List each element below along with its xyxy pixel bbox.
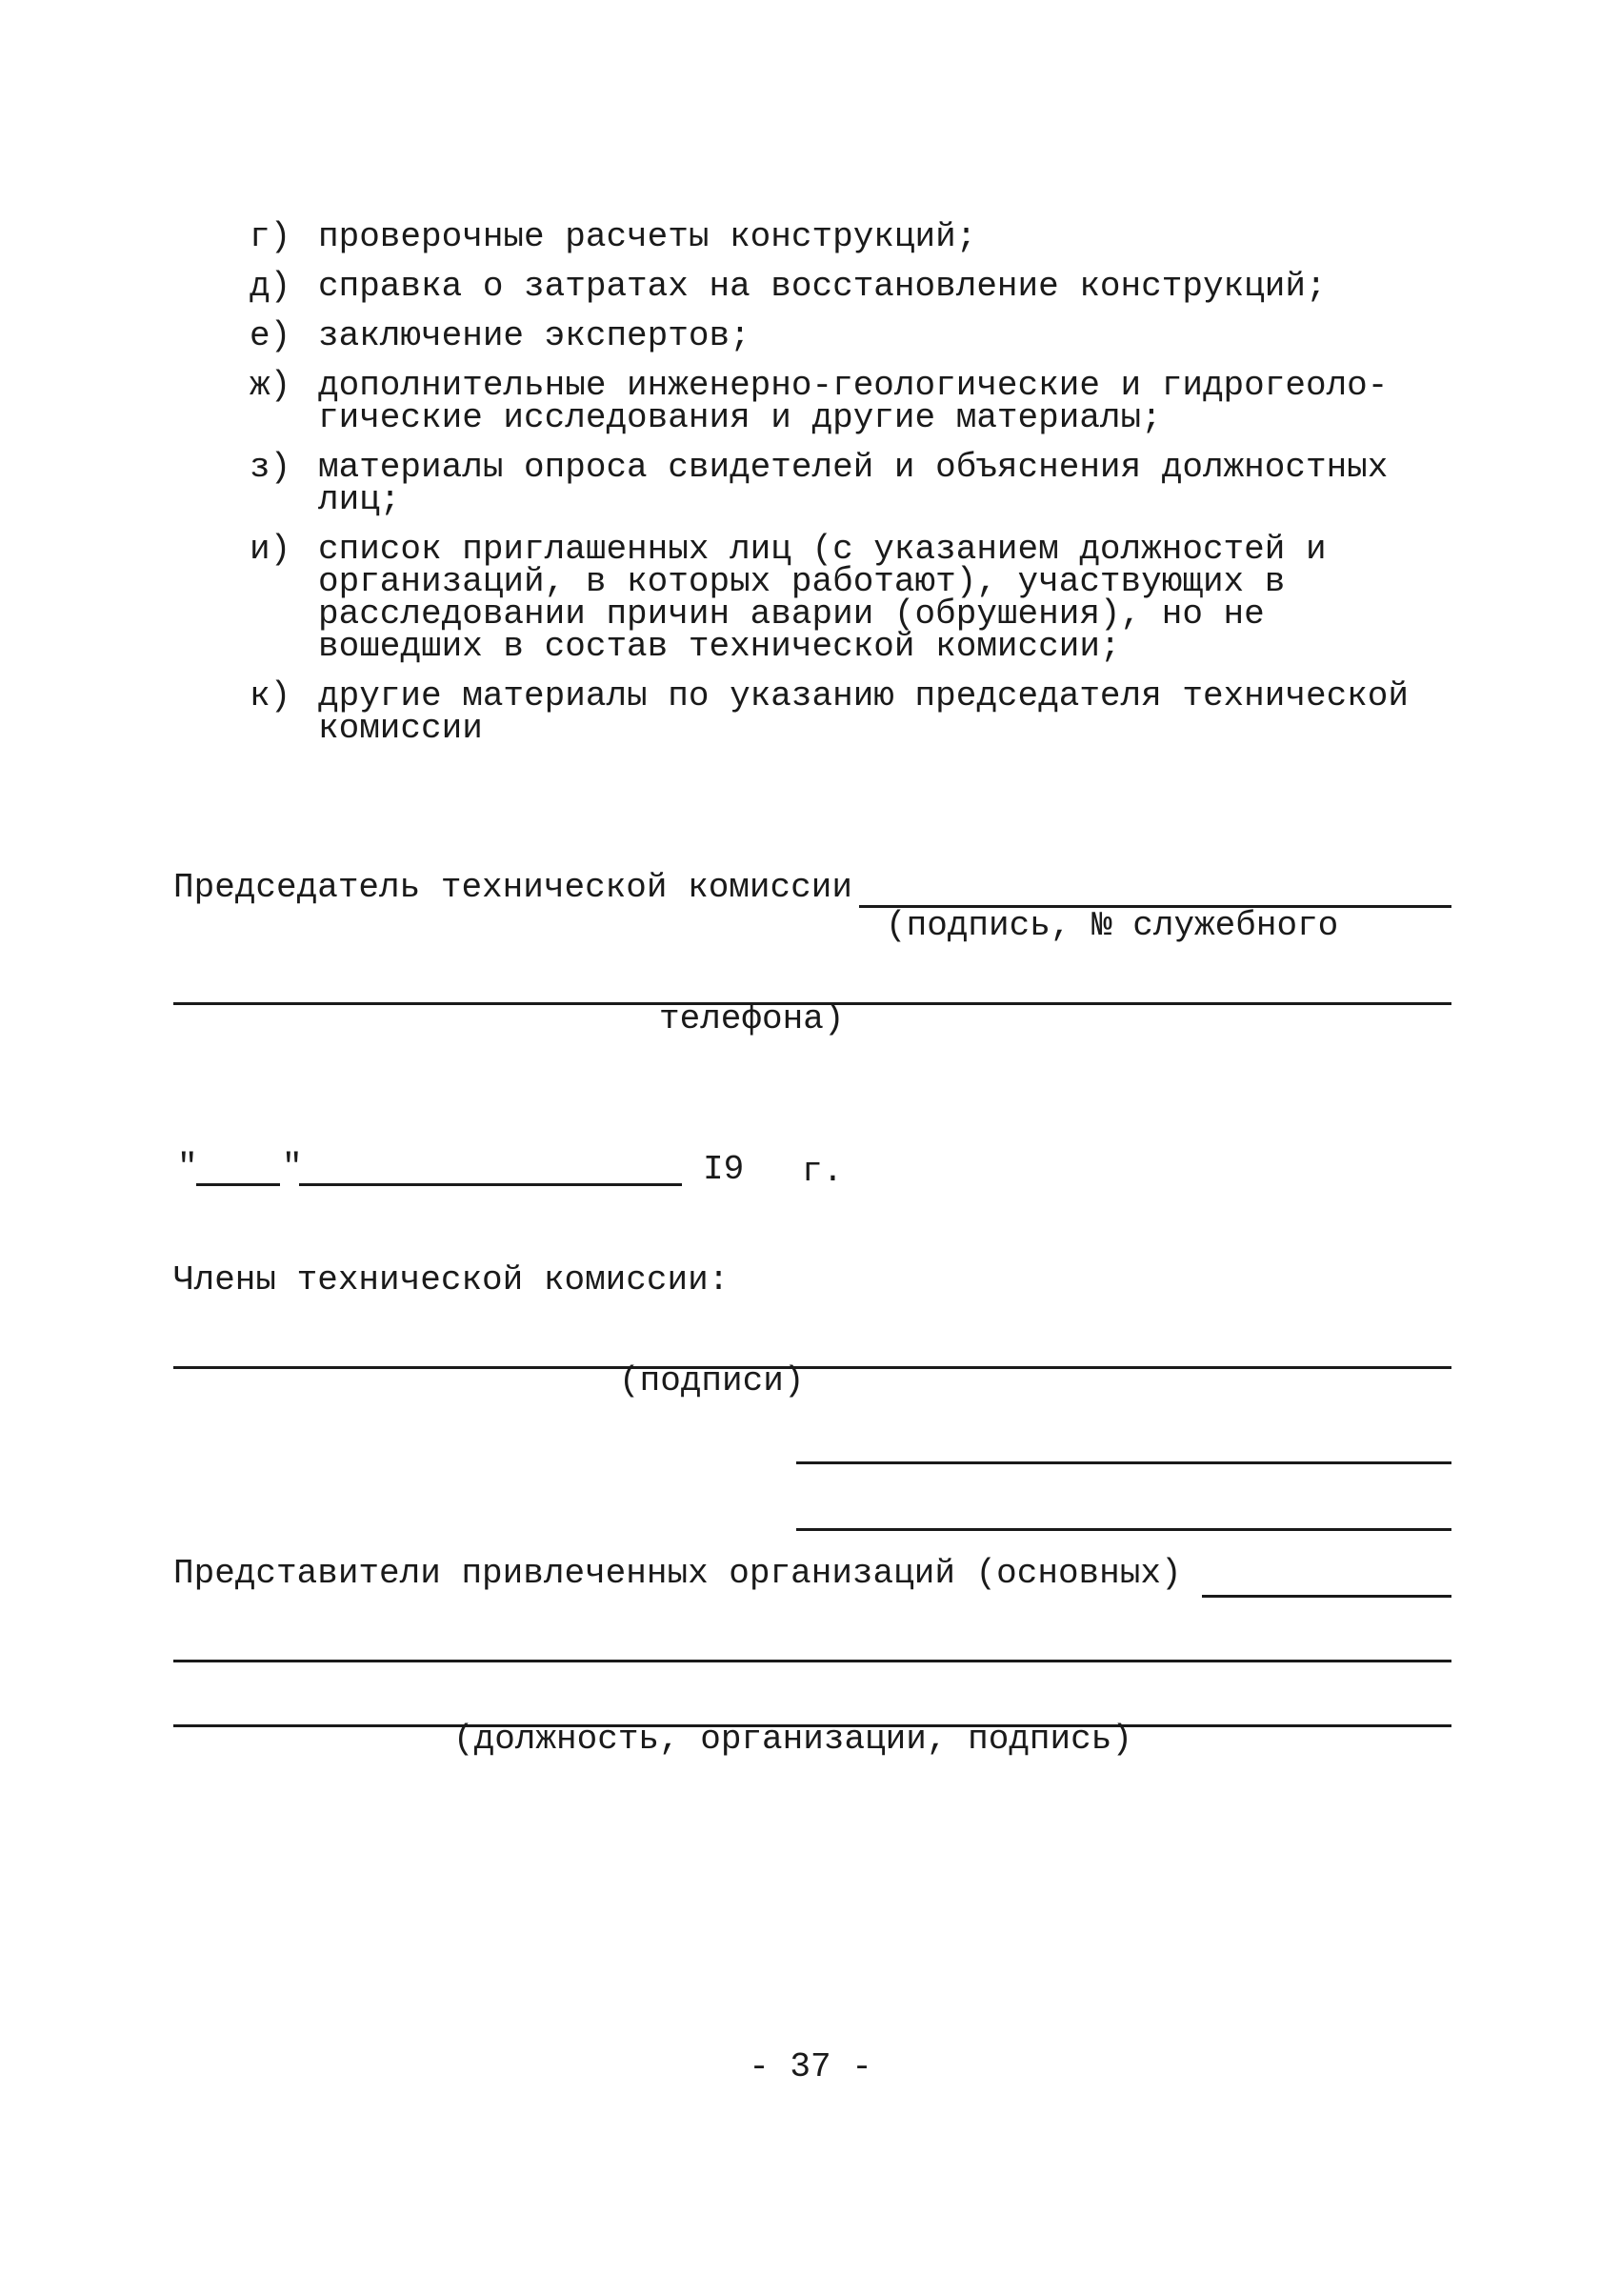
representatives-line-2[interactable] — [173, 1660, 1451, 1662]
members-signature-line[interactable] — [173, 1366, 1451, 1369]
members-signature-line-3[interactable] — [796, 1528, 1451, 1531]
members-caption: (подписи) — [619, 1361, 805, 1400]
materials-list — [250, 217, 1421, 762]
list-item — [250, 217, 1421, 256]
list-item-text: проверочные расчеты конструкций; — [318, 217, 977, 256]
chairman-caption-2: телефона) — [659, 999, 845, 1038]
list-item-text: справка о затратах на восстановление конструкций; — [318, 267, 1327, 306]
members-signature-line-2[interactable] — [796, 1461, 1451, 1464]
list-marker: з) — [250, 448, 291, 487]
list-item-text: заключение экспертов; — [318, 316, 750, 355]
list-marker: ж) — [250, 366, 291, 405]
chairman-caption-1: (подпись, № служебного — [886, 906, 1339, 945]
list-item-text: дополнительные инженерно-геологические и гидрогеоло- гические исследования и другие материалы; — [318, 366, 1389, 437]
chairman-label: Председатель технической комиссии — [173, 868, 852, 907]
list-item — [250, 267, 1421, 306]
list-item-text: другие материалы по указанию председателя технической комиссии — [318, 676, 1409, 748]
list-item — [250, 366, 1421, 437]
list-marker: к) — [250, 676, 291, 715]
date-open-quote: " — [177, 1148, 198, 1187]
list-item-text: список приглашенных лиц (с указанием должностей и организаций, в которых работают), участвующих в расследовании причин аварии (обрушения), но не вошедших в состав технической комиссии; — [318, 530, 1327, 666]
representatives-line-1[interactable] — [1202, 1595, 1451, 1598]
date-year: I9 — [703, 1150, 745, 1189]
list-marker: д) — [250, 267, 291, 306]
date-day-line[interactable] — [196, 1183, 280, 1186]
representatives-caption: (должность, организации, подпись) — [453, 1720, 1132, 1759]
list-marker: г) — [250, 217, 291, 256]
list-marker: и) — [250, 530, 291, 569]
list-item-text: материалы опроса свидетелей и объяснения должностных лиц; — [318, 448, 1389, 519]
page-number: - 37 - — [749, 2047, 872, 2086]
date-close-quote: " — [282, 1148, 303, 1187]
list-item — [250, 530, 1421, 666]
list-item — [250, 316, 1421, 355]
date-suffix: г. — [802, 1152, 844, 1191]
list-marker: е) — [250, 316, 291, 355]
list-item — [250, 448, 1421, 519]
list-item — [250, 676, 1421, 748]
date-month-line[interactable] — [299, 1183, 682, 1186]
representatives-label: Представители привлеченных организаций (основных) — [173, 1554, 1182, 1593]
members-label: Члены технической комиссии: — [173, 1260, 730, 1299]
